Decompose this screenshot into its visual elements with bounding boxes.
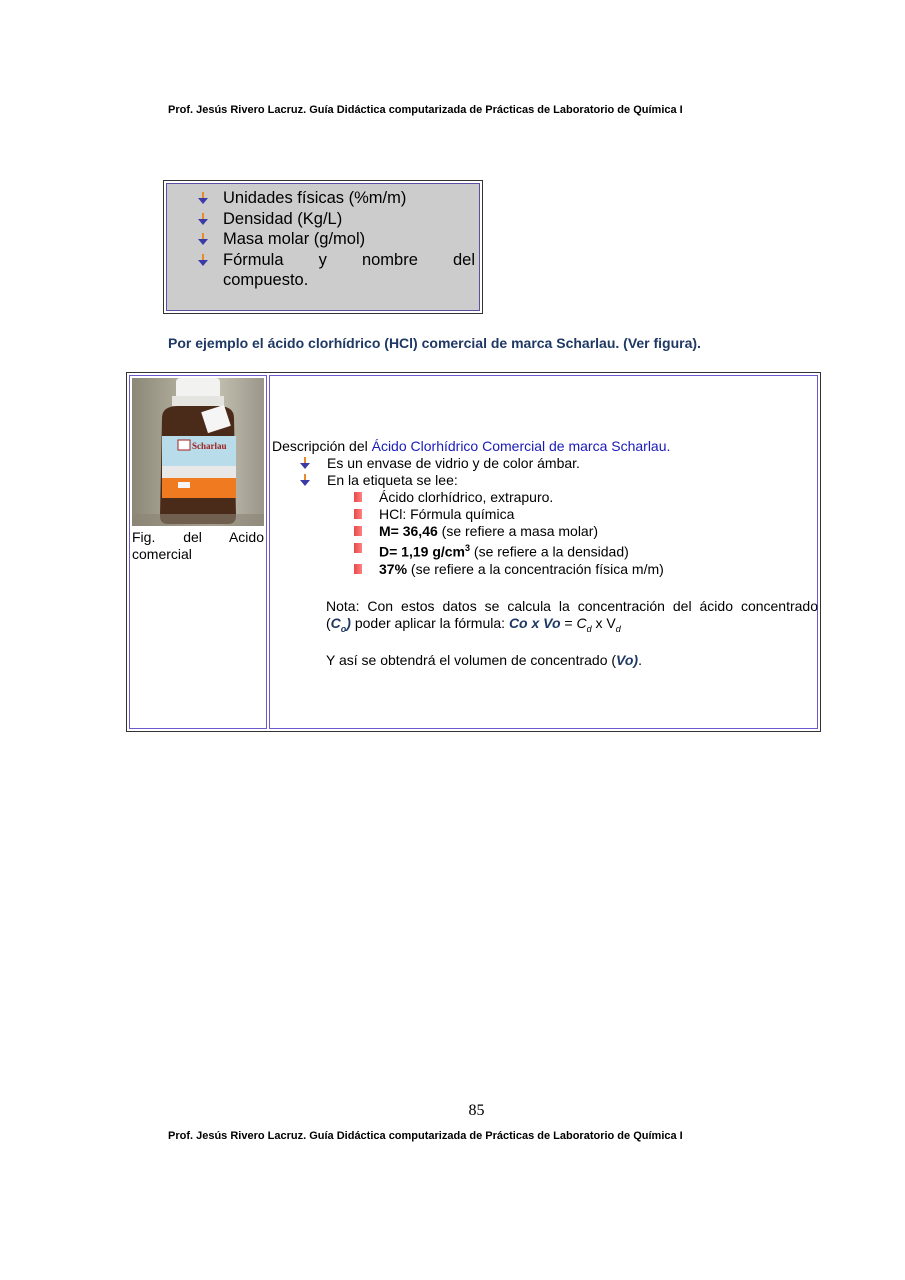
list-item: HCl: Fórmula química xyxy=(379,506,812,523)
arrow-down-icon xyxy=(300,457,310,469)
bottle-illustration xyxy=(132,378,264,526)
acid-bottle-image xyxy=(132,378,264,526)
arrow-down-icon xyxy=(198,192,208,204)
list-item: Fórmula y nombre del compuesto. xyxy=(223,250,475,291)
arrow-down-icon xyxy=(198,233,208,245)
page-header: Prof. Jesús Rivero Lacruz. Guía Didáctica computarizada de Prácticas de Laboratorio de Química I xyxy=(168,104,683,116)
list-item: Densidad (Kg/L) xyxy=(223,209,475,230)
note-paragraph: Nota: Con estos datos se calcula la concentración del ácido concentrado $(C_o)$ poder aplicar la fórmula: Co x $Vo = C_d$ x $V_d$ xyxy=(326,598,818,634)
square-bullet-icon xyxy=(354,509,362,519)
arrow-down-icon xyxy=(300,474,310,486)
description xyxy=(272,438,812,578)
example-heading: Por ejemplo el ácido clorhídrico (HCl) comercial de marca Scharlau. (Ver figura). xyxy=(168,335,701,351)
formula: Co x Vo xyxy=(508,615,561,631)
list-item: Es un envase de vidrio y de color ámbar. xyxy=(327,455,812,472)
svg-text:Scharlau: Scharlau xyxy=(192,441,227,451)
list-item: D= 1,19 $g/cm^3$ (se refiere a la densidad) xyxy=(379,540,812,561)
list-item: Ácido clorhídrico, extrapuro. xyxy=(379,489,812,506)
page-number: 85 xyxy=(468,1102,485,1119)
square-bullet-icon xyxy=(354,564,362,574)
properties-list xyxy=(167,184,479,291)
figure-cell xyxy=(129,375,267,729)
square-bullet-icon xyxy=(354,492,362,502)
arrow-down-icon xyxy=(198,213,208,225)
square-bullet-icon xyxy=(354,526,362,536)
description-cell xyxy=(269,375,818,729)
description-title: Descripción del Ácido Clorhídrico Comercial de marca Scharlau. xyxy=(272,438,671,454)
list-item: Unidades físicas (%m/m) xyxy=(223,188,475,209)
properties-box xyxy=(163,180,483,314)
list-item: Masa molar (g/mol) xyxy=(223,229,475,250)
arrow-down-icon xyxy=(198,254,208,266)
label-list xyxy=(327,489,812,578)
figure-table xyxy=(126,372,821,732)
list-item: En la etiqueta se lee: Ácido clorhídrico, extrapuro. HCl: Fórmula química M= 36,46 (se refiere a masa molar) D= 1,19 $g/cm^3$ (se refiere a la densidad) 37% (se refiere a la concentración física m/m) xyxy=(327,472,812,578)
list-item: 37% (se refiere a la concentración física m/m) xyxy=(379,561,812,578)
conclusion-text: Y así se obtendrá el volumen de concentrado (Vo). xyxy=(326,652,642,668)
square-bullet-icon xyxy=(354,543,362,553)
list-item: M= 36,46 (se refiere a masa molar) xyxy=(379,523,812,540)
description-list xyxy=(272,455,812,578)
page-footer: Prof. Jesús Rivero Lacruz. Guía Didáctica computarizada de Prácticas de Laboratorio de Química I xyxy=(168,1130,683,1142)
figure-caption: Fig. del Acido comercial xyxy=(132,529,264,562)
